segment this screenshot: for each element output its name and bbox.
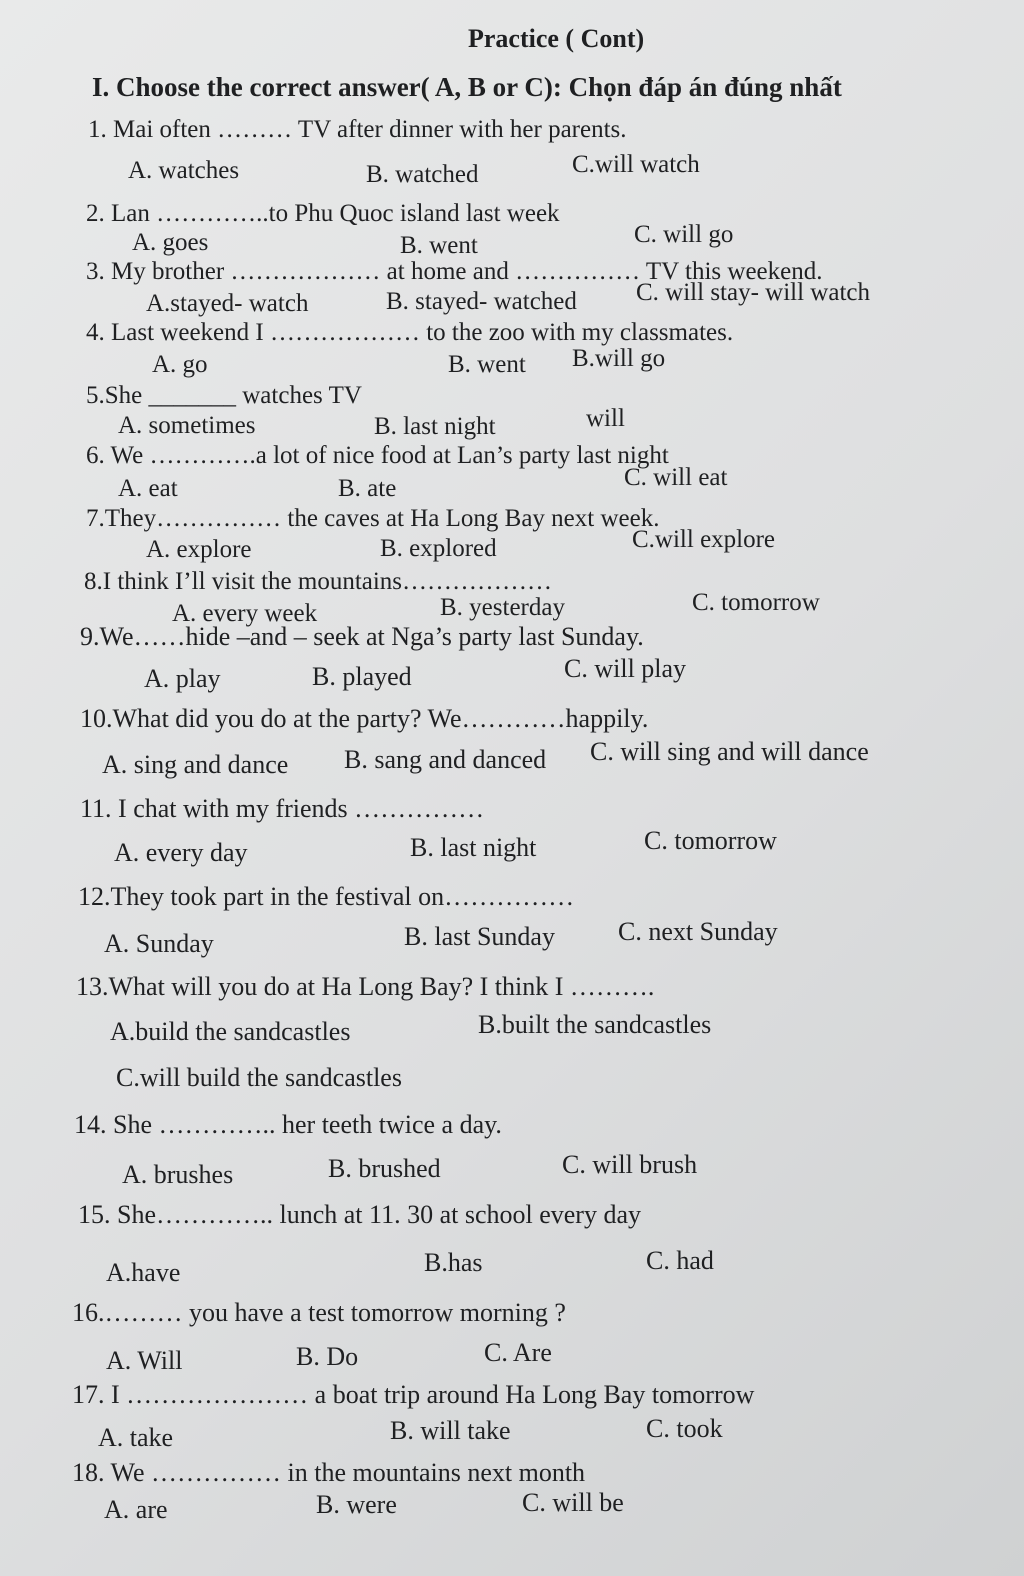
question-17: 17. I ………………… a boat trip around Ha Long Bay tomorrow xyxy=(72,1380,755,1409)
q17-option-b: B. will take xyxy=(390,1416,511,1445)
question-2: 2. Lan …………..to Phu Quoc island last week xyxy=(86,200,560,227)
q11-option-c: C. tomorrow xyxy=(644,826,777,855)
question-18: 18. We …………… in the mountains next month xyxy=(72,1458,586,1487)
q9-option-b: B. played xyxy=(312,662,412,691)
q16-option-c: C. Are xyxy=(484,1338,552,1367)
question-8: 8.I think I’ll visit the mountains……………… xyxy=(84,568,553,595)
question-9: 9.We……hide –and – seek at Nga’s party last Sunday. xyxy=(80,622,644,651)
q7-option-a: A. explore xyxy=(146,536,252,563)
q3-option-b: B. stayed- watched xyxy=(386,288,577,315)
question-12: 12.They took part in the festival on…………… xyxy=(78,882,575,911)
q17-option-a: A. take xyxy=(98,1423,174,1452)
section-heading: I. Choose the correct answer( A, B or C): Chọn đáp án đúng nhất xyxy=(92,72,842,102)
question-13: 13.What will you do at Ha Long Bay? I think I ………. xyxy=(76,972,655,1001)
q2-option-b: B. went xyxy=(400,232,478,259)
q10-option-c: C. will sing and will dance xyxy=(590,737,869,766)
q12-option-b: B. last Sunday xyxy=(404,922,555,951)
q7-option-b: B. explored xyxy=(380,535,497,562)
q5-option-a: A. sometimes xyxy=(118,412,256,439)
question-16: 16.……… you have a test tomorrow morning ? xyxy=(72,1298,566,1327)
q16-option-a: A. Will xyxy=(106,1346,183,1375)
q5-option-c: will xyxy=(586,405,625,432)
question-10: 10.What did you do at the party? We…………happily. xyxy=(80,704,649,733)
q2-option-c: C. will go xyxy=(634,221,734,248)
q18-option-a: A. are xyxy=(104,1495,168,1524)
q1-option-c: C.will watch xyxy=(572,151,700,178)
question-1: 1. Mai often ……… TV after dinner with her parents. xyxy=(88,116,627,143)
q14-option-b: B. brushed xyxy=(328,1154,441,1183)
question-6: 6. We ………….a lot of nice food at Lan’s party last night xyxy=(86,442,669,469)
q8-option-c: C. tomorrow xyxy=(692,589,820,616)
question-4: 4. Last weekend I ……………… to the zoo with my classmates. xyxy=(86,319,734,346)
question-7: 7.They…………… the caves at Ha Long Bay next week. xyxy=(86,505,660,532)
q8-option-a: A. every week xyxy=(172,600,318,627)
q6-option-b: B. ate xyxy=(338,475,397,502)
question-5: 5.She _______ watches TV xyxy=(86,382,362,409)
q18-option-c: C. will be xyxy=(522,1488,624,1517)
question-15: 15. She………….. lunch at 11. 30 at school every day xyxy=(78,1200,641,1229)
q2-option-a: A. goes xyxy=(132,229,209,256)
q18-option-b: B. were xyxy=(316,1490,397,1519)
q13-option-a: A.build the sandcastles xyxy=(110,1017,351,1046)
q6-option-c: C. will eat xyxy=(624,464,728,491)
q14-option-a: A. brushes xyxy=(122,1160,234,1189)
q11-option-b: B. last night xyxy=(410,833,537,862)
question-11: 11. I chat with my friends …………… xyxy=(80,794,485,823)
q17-option-c: C. took xyxy=(646,1414,723,1443)
q15-option-a: A.have xyxy=(106,1258,181,1287)
q4-option-b: B. went xyxy=(448,351,526,378)
q10-option-b: B. sang and danced xyxy=(344,745,547,774)
q16-option-b: B. Do xyxy=(296,1342,359,1371)
q9-option-c: C. will play xyxy=(564,654,687,683)
q4-option-a: A. go xyxy=(152,351,208,378)
question-14: 14. She ………….. her teeth twice a day. xyxy=(74,1110,502,1139)
q8-option-b: B. yesterday xyxy=(440,594,565,621)
q5-option-b: B. last night xyxy=(374,413,496,440)
page-title: Practice ( Cont) xyxy=(468,24,645,53)
q7-option-c: C.will explore xyxy=(632,526,776,553)
q12-option-a: A. Sunday xyxy=(104,929,214,958)
q10-option-a: A. sing and dance xyxy=(102,750,289,779)
q9-option-a: A. play xyxy=(144,664,221,693)
q4-option-c: B.will go xyxy=(572,345,666,372)
q3-option-c: C. will stay- will watch xyxy=(636,279,870,306)
question-3: 3. My brother ……………… at home and …………… TV this weekend. xyxy=(86,258,823,285)
q15-option-c: C. had xyxy=(646,1246,714,1275)
q11-option-a: A. every day xyxy=(114,838,248,867)
q6-option-a: A. eat xyxy=(118,475,178,502)
q15-option-b: B.has xyxy=(424,1248,483,1277)
q3-option-a: A.stayed- watch xyxy=(146,290,309,317)
q1-option-a: A. watches xyxy=(128,157,240,184)
q13-option-c: C.will build the sandcastles xyxy=(116,1063,402,1092)
q13-option-b: B.built the sandcastles xyxy=(478,1010,712,1039)
q14-option-c: C. will brush xyxy=(562,1150,698,1179)
q12-option-c: C. next Sunday xyxy=(618,917,778,946)
q1-option-b: B. watched xyxy=(366,161,479,188)
